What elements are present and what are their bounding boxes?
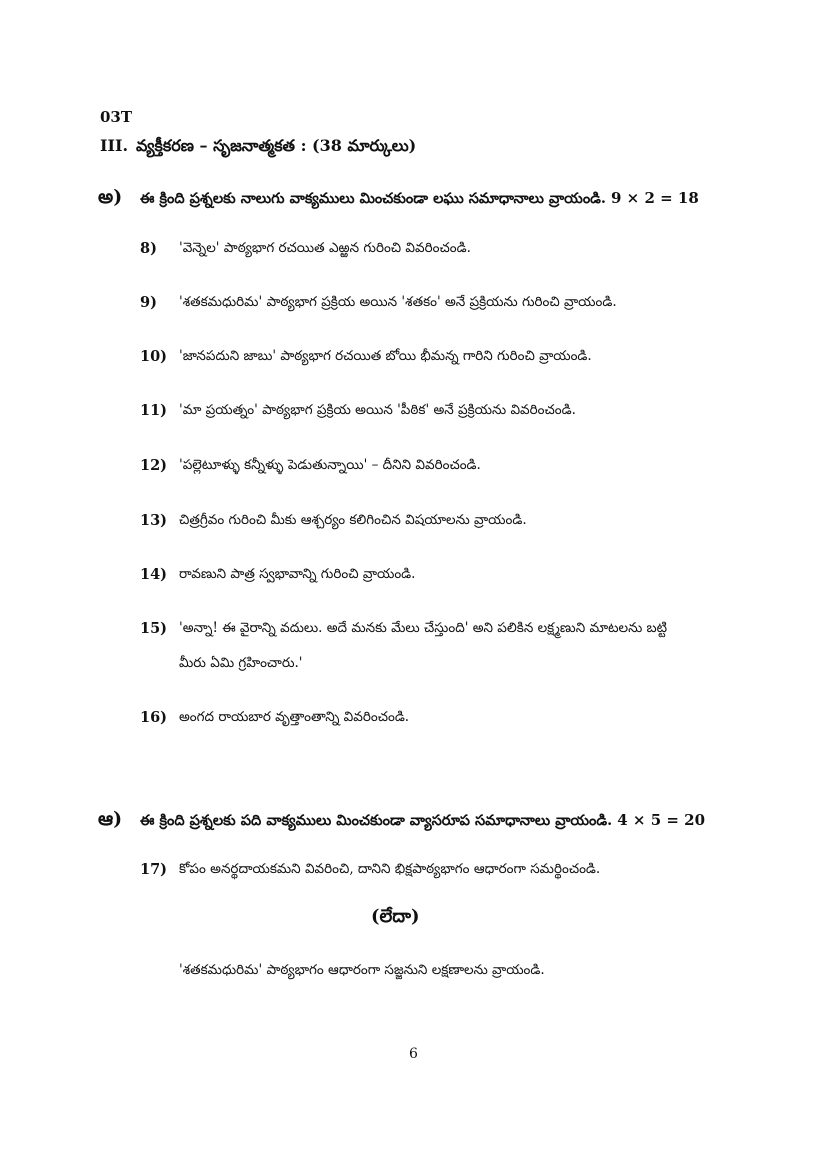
question-text: 'అన్నా! ఈ వైరాన్ని వదులు. అదే మనకు మేలు చేస్తుంది' అని పలికిన లక్ష్మణుని మాటలను బట్టి [179,620,668,636]
part-b-marks: 4 × 5 = 20 [617,811,706,829]
question-text: 'మా ప్రయత్నం' పాఠ్యభాగ ప్రక్రియ అయిన 'పీఠిక' అనే ప్రక్రియను వివరించండి. [179,402,576,418]
question-text: 'శతకమధురిమ' పాఠ్యభాగ ప్రక్రియ అయిన 'శతకం' అనే ప్రక్రియను గురించి వ్రాయండి. [179,294,617,310]
question-number: 10) [140,348,168,365]
page-number: 6 [409,1046,418,1062]
question-number: 15) [140,620,168,637]
part-b-instruction [140,811,705,833]
alternative-question-text: 'శతకమధురిమ' పాఠ్యభాగం ఆధారంగా సజ్జనుని లక్షణాలను వ్రాయండి. [179,962,545,978]
question-number: 9) [140,294,157,311]
question-number: 12) [140,457,168,474]
question-text: కోపం అనర్థదాయకమని వివరించి, దానిని భిక్షపాఠ్యభాగం ఆధారంగా సమర్థించండి. [179,861,601,877]
question-text: చిత్రగ్రీవం గురించి మీకు ఆశ్చర్యం కలిగించిన విషయాలను వ్రాయండి. [179,512,527,528]
part-a-instruction [140,189,699,211]
question-text: 'జానపదుని జాబు' పాఠ్యభాగ రచయిత బోయి భీమన్న గారిని గురించి వ్రాయండి. [179,348,592,364]
question-number: 11) [140,402,168,419]
or-label: (లేదా) [371,906,420,927]
question-number: 8) [140,240,157,257]
part-a-instruction-text: ఈ క్రింది ప్రశ్నలకు నాలుగు వాక్యములు మించకుండా లఘు సమాధానాలు వ్రాయండి. [140,190,606,207]
question-text: 'పల్లెటూళ్ళు కన్నీళ్ళు పెడుతున్నాయి' – దీనిని వివరించండి. [179,457,481,473]
question-text: అంగద రాయబార వృత్తాంతాన్ని వివరించండి. [179,709,410,725]
paper-code: 03T [100,108,133,126]
part-a-marks: 9 × 2 = 18 [611,189,699,207]
section-heading [100,136,416,159]
part-a-letter: అ) [98,186,123,208]
question-number: 13) [140,512,168,529]
question-text: రావణుని పాత్ర స్వభావాన్ని గురించి వ్రాయండి. [179,566,416,582]
question-number: 16) [140,709,168,726]
section-number: III. [100,136,129,155]
question-number: 17) [140,861,168,878]
question-number: 14) [140,566,168,583]
section-title: వ్యక్తీకరణ – సృజనాత్మకత : (38 మార్కులు) [136,136,417,155]
question-text-continued: మీరు ఏమి గ్రహించారు.' [179,655,303,671]
part-b-letter: ఆ) [98,808,123,830]
part-b-instruction-text: ఈ క్రింది ప్రశ్నలకు పది వాక్యములు మించకుండా వ్యాసరూప సమాధానాలు వ్రాయండి. [140,812,613,829]
question-text: 'వెన్నెల' పాఠ్యభాగ రచయిత ఎఱ్ఱన గురించి వివరించండి. [179,240,471,256]
